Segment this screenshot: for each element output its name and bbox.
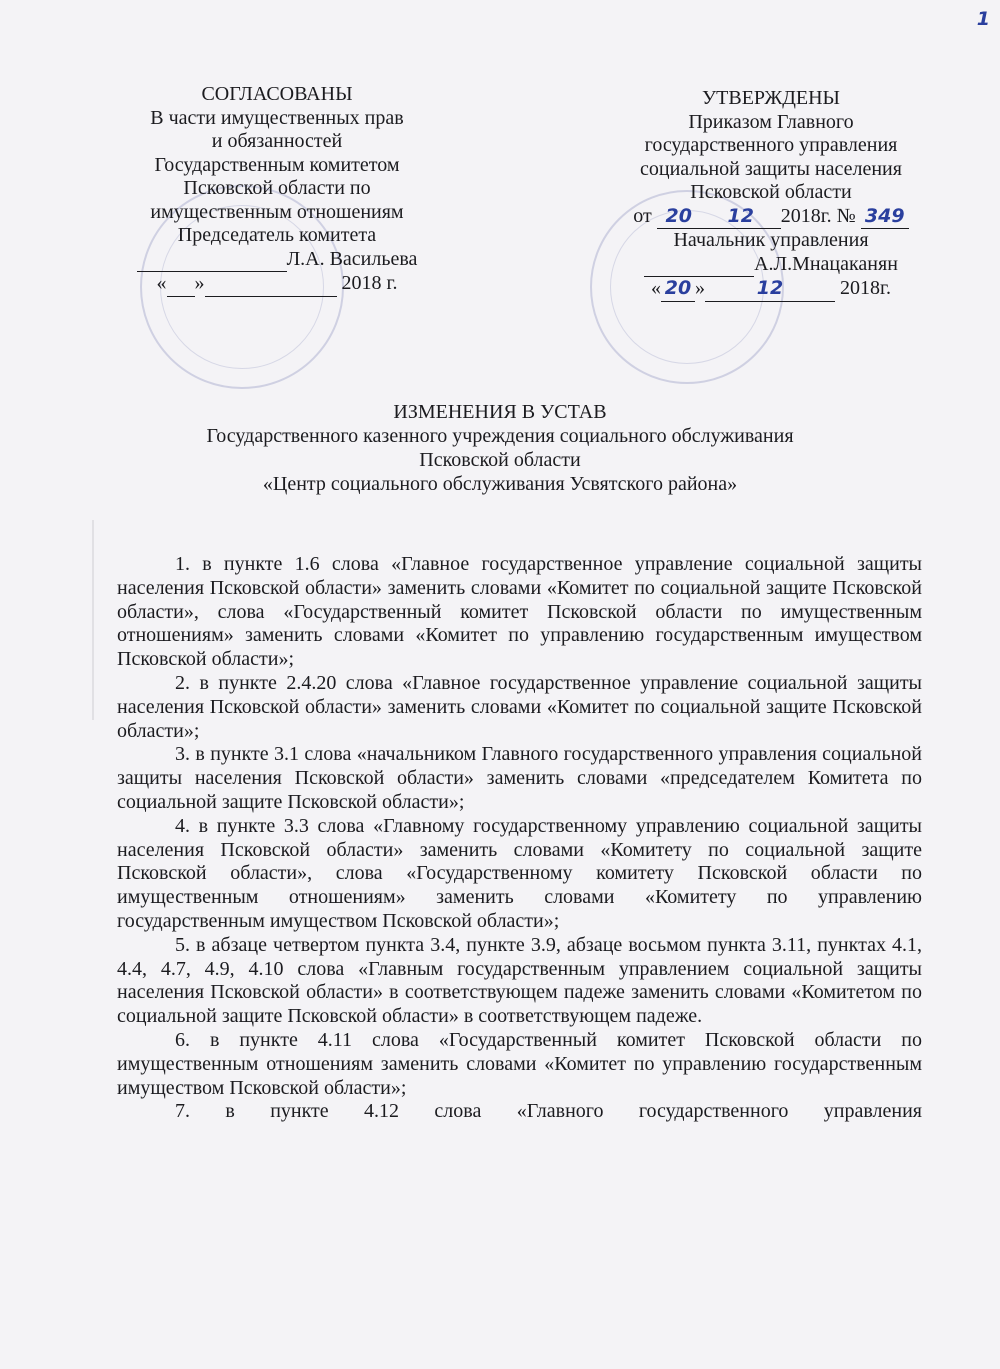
scan-margin-mark: [92, 520, 94, 720]
page-number: 1: [976, 8, 990, 30]
agreed-date-line: [112, 272, 442, 297]
agreed-signer: Л.А. Васильева: [286, 247, 418, 270]
signature-field: [644, 253, 754, 278]
date-close-quote: »: [695, 277, 706, 299]
approved-position: Начальник управления: [673, 229, 869, 251]
agreed-year: 2018 г.: [341, 272, 398, 294]
agreed-line: и обязанностей: [211, 130, 343, 152]
approved-line: Псковской области: [690, 181, 852, 203]
title-line: «Центр социального обслуживания Усвятского района»: [262, 473, 738, 495]
order-number: 349: [861, 205, 909, 230]
approved-signer: А.Л.Мнацаканян: [754, 252, 898, 275]
agreed-line: Государственным комитетом: [154, 153, 400, 176]
order-month: 12: [701, 205, 781, 230]
title-line: Псковской области: [419, 449, 581, 471]
approved-date-month: 12: [705, 277, 835, 302]
amendment-item: 7. в пункте 4.12 слова «Главного государственного управления: [175, 1100, 922, 1123]
amendment-item: 1. в пункте 1.6 слова «Главное государственное управление социальной защиты населения Псковской области» заменить словами «Комитет по социальной защите Псковской области», слова «Государственный комитет Псковской области по имущественным отношениям» заменить словами «Комитет по управлению государственным имуществом Псковской области»;: [117, 553, 922, 671]
agreed-signature-line: [112, 248, 442, 273]
amendment-item: 3. в пункте 3.1 слова «начальником Главного государственного управления социальной защиты населения Псковской области» заменить словами «председателем Комитета по социальной защите Псковской области»;: [117, 743, 922, 813]
approved-line: Приказом Главного: [688, 110, 854, 133]
order-line: [596, 205, 946, 230]
date-open-quote: «: [156, 272, 167, 294]
amendment-item: 5. в абзаце четвертом пункта 3.4, пункте 3.9, абзаце восьмом пункта 3.11, пунктах 4.1, 4.4, 4.7, 4.9, 4.10 слова «Главным государственным управлением социальной защиты населения Псковской области» в соответствующем падеже заменить словами «Комитетом по социальной защите Псковской области» в соответствующем падеже.: [117, 933, 922, 1028]
approved-block: [596, 87, 946, 302]
amendment-item: 4. в пункте 3.3 слова «Главному государственному управлению социальной защиты населения Псковской области» заменить словами «Комитету по социальной защите Псковской области», слова «Государственному комитету Псковской области по имущественным отношениям» заменить словами «Комитету по управлению государственным имуществом Псковской области»;: [117, 814, 922, 932]
amendment-item: 6. в пункте 4.11 слова «Государственный комитет Псковской области по имущественным отношениям заменить словами «Комитет по управлению государственным имуществом Псковской области»;: [117, 1028, 922, 1099]
order-day: 20: [657, 205, 701, 230]
approved-line: государственного управления: [644, 134, 898, 156]
approved-date-year: 2018г.: [840, 277, 891, 299]
agreed-block: [112, 83, 442, 297]
approved-date-line: [596, 277, 946, 302]
date-open-quote: «: [651, 277, 662, 299]
date-close-quote: »: [194, 272, 205, 294]
agreed-line: В части имущественных прав: [150, 106, 404, 129]
title-line: Государственного казенного учреждения социального обслуживания: [206, 425, 794, 447]
agreed-heading: СОГЛАСОВАНЫ: [201, 83, 353, 105]
approved-date-day: 20: [661, 277, 695, 302]
approved-signature-line: [596, 253, 946, 278]
approved-heading: УТВЕРЖДЕНЫ: [701, 87, 841, 109]
title-heading: ИЗМЕНЕНИЯ В УСТАВ: [393, 401, 607, 423]
agreed-line: имущественным отношениям: [150, 200, 404, 223]
amendments-list: [117, 553, 922, 1124]
order-prefix: от: [633, 204, 652, 227]
agreed-line: Председатель комитета: [177, 224, 377, 246]
order-year-label: 2018г. №: [780, 204, 856, 227]
signature-field: [137, 248, 287, 273]
agreed-line: Псковской области по: [183, 177, 371, 199]
document-title: [100, 400, 900, 496]
amendment-item: 2. в пункте 2.4.20 слова «Главное государственное управление социальной защиты населения Псковской области» заменить словами «Комитет по социальной защите Псковской области»;: [117, 671, 922, 742]
approved-line: социальной защиты населения: [640, 157, 902, 180]
